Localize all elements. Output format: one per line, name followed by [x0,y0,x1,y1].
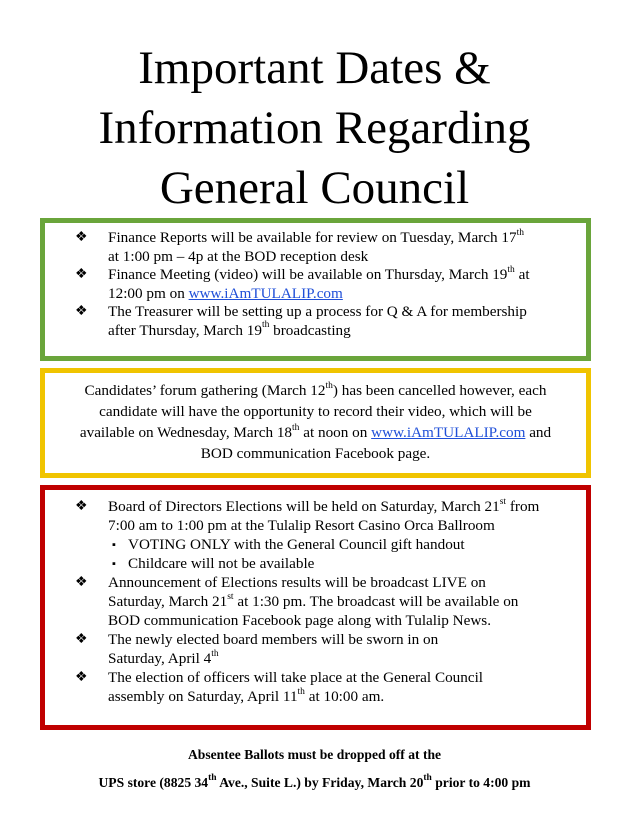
elections-item-2-line-3: BOD communication Facebook page along with Tulalip News. [108,612,492,629]
diamond-bullet-icon: ❖ [75,575,88,590]
diamond-bullet-icon: ❖ [75,230,88,245]
diamond-bullet-icon: ❖ [75,304,88,319]
finance-item-3-line-2: after Thursday, March 19th broadcasting [108,320,351,339]
elections-sub-item-2: Childcare will not be available [128,555,315,572]
finance-item-1-line-2: at 1:00 pm – 4p at the BOD reception desk [108,247,369,265]
absentee-notice-line-2: UPS store (8825 34th Ave., Suite L.) by Friday, March 20th prior to 4:00 pm [98,773,531,790]
finance-item-2-line-1: Finance Meeting (video) will be available on Thursday, March 19th at [108,264,530,283]
elections-item-4-line-1: The election of officers will take place at the General Council [108,669,484,686]
website-link[interactable]: www.iAmTULALIP.com [371,424,526,441]
elections-box [40,485,591,730]
absentee-notice-line-1: Absentee Ballots must be dropped off at the [187,747,442,762]
finance-item-2-line-2: 12:00 pm on www.iAmTULALIP.com [108,284,343,302]
elections-item-4-line-2: assembly on Saturday, April 11th at 10:00 am. [108,686,385,705]
title-line-2: Information Regarding [98,102,531,154]
title-line-1: Important Dates & [138,42,491,94]
candidates-forum-box [40,368,591,478]
page-title [0,38,629,218]
diamond-bullet-icon: ❖ [75,499,88,514]
finance-item-1-line-1: Finance Reports will be available for review on Tuesday, March 17th [108,227,524,246]
website-link[interactable]: www.iAmTULALIP.com [188,284,343,302]
diamond-bullet-icon: ❖ [75,670,88,685]
forum-line-4: BOD communication Facebook page. [200,445,431,462]
elections-item-2-line-1: Announcement of Elections results will be broadcast LIVE on [108,574,486,591]
elections-item-1-line-1: Board of Directors Elections will be held on Saturday, March 21st from [108,496,540,515]
elections-sub-item-1: VOTING ONLY with the General Council gift handout [128,536,465,553]
square-bullet-icon: ▪ [112,539,116,551]
elections-item-1-line-2: 7:00 am to 1:00 pm at the Tulalip Resort Casino Orca Ballroom [108,517,495,534]
finance-info-box [40,218,591,361]
title-line-3: General Council [159,162,470,214]
forum-line-2: candidate will have the opportunity to record their video, which will be [99,403,532,420]
diamond-bullet-icon: ❖ [75,267,88,282]
diamond-bullet-icon: ❖ [75,632,88,647]
forum-line-3: available on Wednesday, March 18th at noon on www.iAmTULALIP.com and [79,422,552,441]
finance-item-3-line-1: The Treasurer will be setting up a process for Q & A for membership [108,303,527,320]
forum-line-1: Candidates’ forum gathering (March 12th) has been cancelled however, each [84,380,547,399]
elections-item-2-line-2: Saturday, March 21st at 1:30 pm. The broadcast will be available on [108,591,519,610]
elections-item-3-line-1: The newly elected board members will be sworn in on [108,631,439,648]
elections-item-3-line-2: Saturday, April 4th [108,648,219,667]
square-bullet-icon: ▪ [112,558,116,570]
